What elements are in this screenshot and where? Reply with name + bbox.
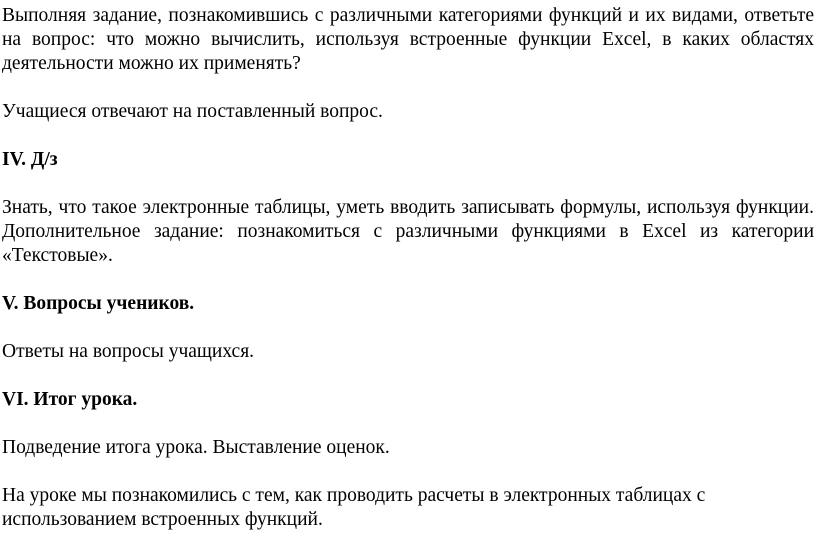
section-heading-questions: V. Вопросы учеников.	[2, 293, 195, 314]
section-heading-homework: IV. Д/з	[2, 149, 58, 170]
section-heading-summary: VI. Итог урока.	[2, 389, 138, 410]
grading-paragraph: Подведение итога урока. Выставление оценок.	[2, 437, 390, 458]
homework-paragraph: Знать, что такое электронные таблицы, уметь вводить записывать формулы, используя функции. Дополнительное задание: познакомиться с различными функциями в Excel из категории «Текстовые».	[2, 197, 814, 266]
conclusion-paragraph: На уроке мы познакомились с тем, как проводить расчеты в электронных таблицах с использованием встроенных функций.	[2, 485, 706, 530]
answers-paragraph: Ответы на вопросы учащихся.	[2, 341, 255, 362]
students-answer-paragraph: Учащиеся отвечают на поставленный вопрос.	[2, 101, 383, 122]
task-paragraph: Выполняя задание, познакомившись с различными категориями функций и их видами, ответьте на вопрос: что можно вычислить, используя встроенные функции Excel, в каких областях деятельности можно их применять?	[2, 5, 814, 74]
